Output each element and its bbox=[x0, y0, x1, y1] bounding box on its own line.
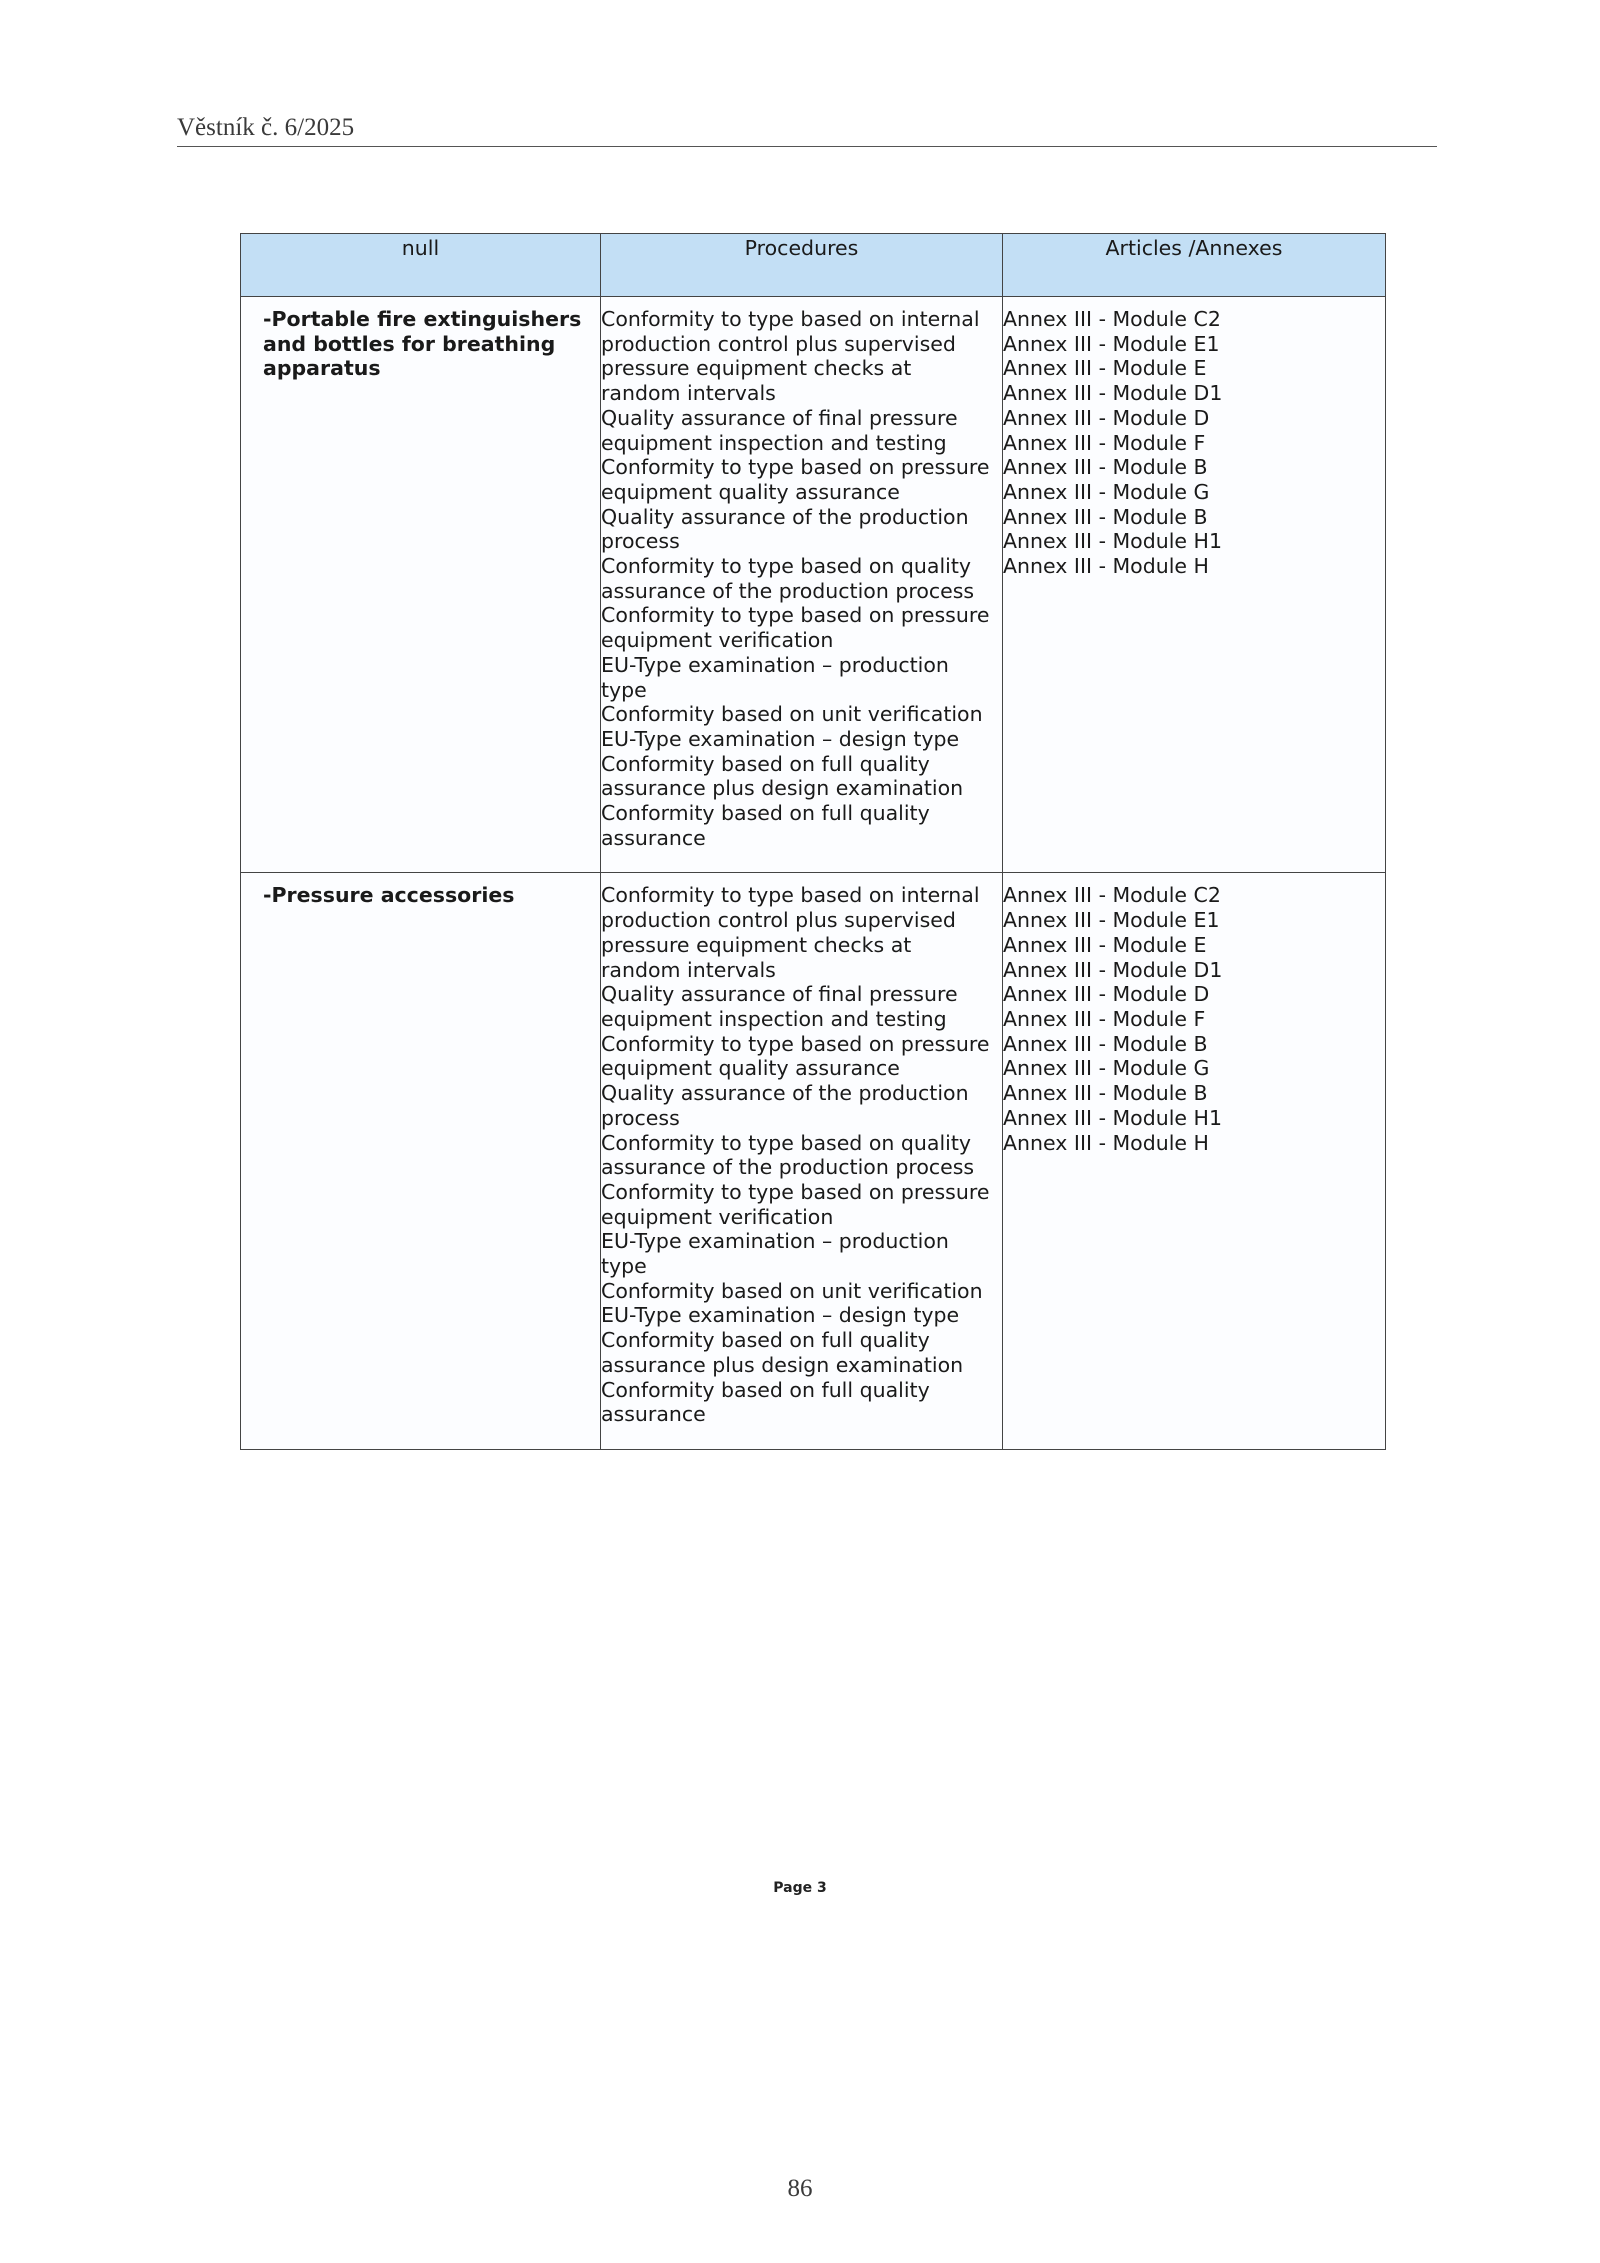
procedures-cell-line: equipment inspection and testing bbox=[601, 1006, 947, 1031]
annexes-cell-line: Annex III - Module C2 bbox=[1003, 307, 1221, 331]
annexes-cell-line: Annex III - Module E bbox=[1003, 356, 1207, 381]
procedures-cell-line: equipment verification bbox=[601, 628, 834, 653]
procedures-cell-line: Quality assurance of the production bbox=[601, 1081, 969, 1106]
annexes-cell-line: Annex III - Module E1 bbox=[1003, 908, 1220, 933]
running-header: Věstník č. 6/2025 bbox=[177, 114, 355, 141]
procedures-cell-line: assurance plus design examination bbox=[601, 1352, 964, 1377]
annexes-cell bbox=[1003, 873, 1386, 1449]
procedures-cell-line: EU-Type examination – design type bbox=[601, 1303, 960, 1328]
category-cell-line: apparatus bbox=[263, 356, 381, 381]
annexes-cell-line: Annex III - Module B bbox=[1003, 455, 1208, 480]
procedures-cell-line: random intervals bbox=[601, 957, 776, 982]
page-number: 86 bbox=[787, 2175, 813, 2202]
procedures-cell-line: assurance of the production process bbox=[601, 1155, 975, 1180]
annexes-cell-line: Annex III - Module C2 bbox=[1003, 883, 1221, 908]
procedures-cell-line: equipment verification bbox=[601, 1204, 834, 1229]
procedures-cell-line: assurance plus design examination bbox=[601, 776, 964, 801]
page-label: Page 3 bbox=[773, 1880, 827, 1896]
annexes-cell-line: Annex III - Module B bbox=[1003, 504, 1208, 529]
category-cell bbox=[241, 873, 601, 1449]
procedures-cell-line: Conformity to type based on quality bbox=[601, 554, 972, 579]
procedures-cell-line: random intervals bbox=[601, 381, 776, 406]
procedures-cell-line: Conformity based on unit verification bbox=[601, 702, 983, 727]
annexes-cell-line: Annex III - Module H bbox=[1003, 1130, 1209, 1155]
procedures-cell-line: pressure equipment checks at bbox=[601, 356, 912, 381]
procedures-cell-line: production control plus supervised bbox=[601, 908, 956, 933]
procedures-cell-line: Conformity to type based on internal bbox=[601, 307, 980, 331]
category-cell-line: and bottles for breathing bbox=[263, 331, 556, 356]
annexes-cell-line: Annex III - Module F bbox=[1003, 1006, 1206, 1031]
category-cell bbox=[241, 297, 601, 873]
procedures-cell-line: Quality assurance of final pressure bbox=[601, 405, 958, 430]
procedures-cell-line: Conformity to type based on quality bbox=[601, 1130, 972, 1155]
procedures-table bbox=[240, 233, 1386, 1450]
annexes-cell-line: Annex III - Module G bbox=[1003, 479, 1210, 504]
procedures-cell-line: Conformity based on full quality bbox=[601, 751, 930, 776]
procedures-cell-line: Conformity based on full quality bbox=[601, 1377, 930, 1402]
procedures-cell-line: Conformity to type based on pressure bbox=[601, 1031, 990, 1056]
annexes-cell-line: Annex III - Module B bbox=[1003, 1081, 1208, 1106]
annexes-cell bbox=[1003, 297, 1386, 873]
procedures-cell-line: Conformity based on full quality bbox=[601, 1328, 930, 1353]
annexes-cell-line: Annex III - Module D bbox=[1003, 982, 1210, 1007]
procedures-cell-line: assurance of the production process bbox=[601, 578, 975, 603]
procedures-cell-line: type bbox=[601, 677, 647, 702]
table-row bbox=[241, 873, 1386, 1449]
annexes-cell-line: Annex III - Module H1 bbox=[1003, 1105, 1222, 1130]
column-header-category: null bbox=[241, 234, 601, 297]
annexes-cell-line: Annex III - Module G bbox=[1003, 1056, 1210, 1081]
annexes-cell-line: Annex III - Module H bbox=[1003, 554, 1209, 579]
procedures-cell-line: equipment quality assurance bbox=[601, 1056, 900, 1081]
column-header-procedures: Procedures bbox=[601, 234, 1003, 297]
procedures-cell bbox=[601, 297, 1003, 873]
procedures-cell-line: pressure equipment checks at bbox=[601, 932, 912, 957]
procedures-cell-line: process bbox=[601, 529, 680, 554]
procedures-cell-line: Conformity to type based on internal bbox=[601, 883, 980, 908]
procedures-cell-line: EU-Type examination – production bbox=[601, 1229, 949, 1254]
procedures-cell-line: Conformity based on unit verification bbox=[601, 1278, 983, 1303]
procedures-cell bbox=[601, 873, 1003, 1449]
procedures-cell-line: Conformity based on full quality bbox=[601, 801, 930, 826]
procedures-cell-line: equipment quality assurance bbox=[601, 479, 900, 504]
procedures-cell-line: production control plus supervised bbox=[601, 331, 956, 356]
procedures-cell-line: Quality assurance of final pressure bbox=[601, 982, 958, 1007]
annexes-cell-line: Annex III - Module E1 bbox=[1003, 331, 1220, 356]
procedures-cell-line: equipment inspection and testing bbox=[601, 430, 947, 455]
table-header-row bbox=[241, 234, 1386, 297]
annexes-cell-line: Annex III - Module D bbox=[1003, 405, 1210, 430]
procedures-cell-line: type bbox=[601, 1254, 647, 1279]
procedures-cell-line: Conformity to type based on pressure bbox=[601, 1179, 990, 1204]
annexes-cell-line: Annex III - Module D1 bbox=[1003, 957, 1223, 982]
annexes-cell-line: Annex III - Module H1 bbox=[1003, 529, 1222, 554]
column-header-annexes: Articles /Annexes bbox=[1003, 234, 1386, 297]
procedures-cell-line: Conformity to type based on pressure bbox=[601, 603, 990, 628]
table-row bbox=[241, 297, 1386, 873]
header-rule bbox=[177, 146, 1437, 147]
category-cell-line: -Pressure accessories bbox=[263, 883, 515, 908]
procedures-cell-line: Conformity to type based on pressure bbox=[601, 455, 990, 480]
category-cell-line: -Portable fire extinguishers bbox=[263, 307, 582, 331]
procedures-cell-line: Quality assurance of the production bbox=[601, 504, 969, 529]
procedures-cell-line: EU-Type examination – production bbox=[601, 652, 949, 677]
annexes-cell-line: Annex III - Module E bbox=[1003, 932, 1207, 957]
procedures-cell-line: assurance bbox=[601, 1402, 706, 1427]
annexes-cell-line: Annex III - Module D1 bbox=[1003, 381, 1223, 406]
annexes-cell-line: Annex III - Module F bbox=[1003, 430, 1206, 455]
annexes-cell-line: Annex III - Module B bbox=[1003, 1031, 1208, 1056]
procedures-cell-line: process bbox=[601, 1105, 680, 1130]
procedures-cell-line: EU-Type examination – design type bbox=[601, 726, 960, 751]
procedures-cell-line: assurance bbox=[601, 825, 706, 850]
